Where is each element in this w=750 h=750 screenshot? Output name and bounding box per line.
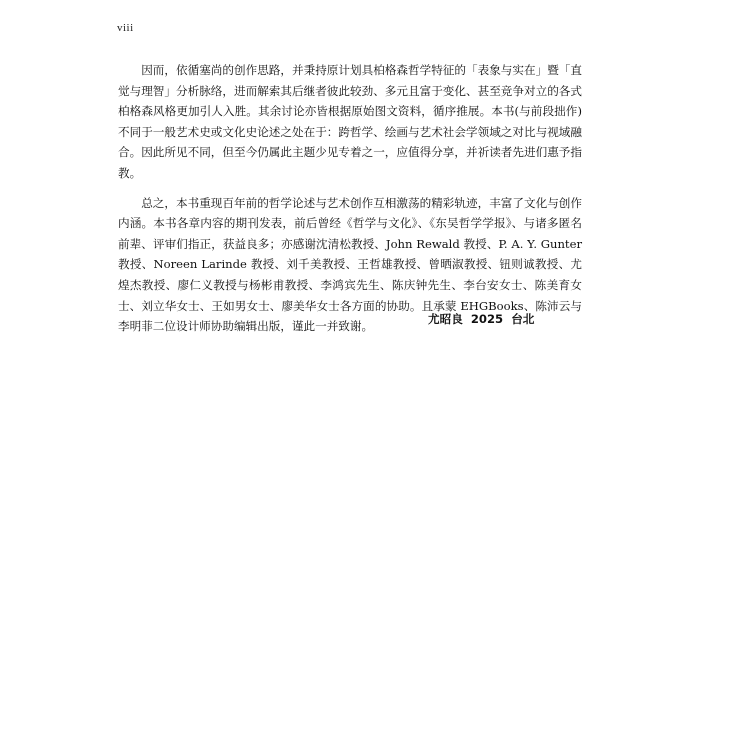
author-signature: 尤昭良 2025 台北 bbox=[428, 312, 535, 326]
paragraph-1: 因而，依循塞尚的创作思路，并秉持原计划具柏格森哲学特征的「表象与实在」暨「直觉与理智」分析脉络，进而解索其后继者彼此较劲、多元且富于变化、甚至竞争对立的各式柏格森风格更加引人入胜。其余讨论亦皆根据原始图文资料，循序推展。本书(与前段拙作)不同于一般艺术史或文化史论述之处在于：跨哲学、绘画与艺术社会学领域之对比与视域融合。因此所见不同，但至今仍属此主题少见专着之一，应值得分享，并祈读者先进们惠予指教。 bbox=[118, 63, 582, 180]
paragraph-2: 总之，本书重现百年前的哲学论述与艺术创作互相激荡的精彩轨迹，丰富了文化与创作内涵。本书各章内容的期刊发表，前后曾经《哲学与文化》、《东吴哲学学报》、与诸多匿名前辈、评审们指正，获益良多；亦感谢沈清松教授、John Rewald 教授、P. A. Y. Gunter 教授、Noreen Larinde 教授、刘千美教授、王哲雄教授、曾晒淑教授、钮则诚教授、尤煌杰教授、廖仁义教授与杨彬甫教授、李鸿宾先生、陈庆钟先生、李台安女士、陈美育女士、刘立华女士、王如男女士、廖美华女士各方面的协助。且承蒙 EHGBooks、陈沛云与李明菲二位设计师协助编辑出版，谨此一并致谢。 bbox=[118, 195, 582, 334]
body-text bbox=[118, 60, 582, 337]
page-number: viii bbox=[117, 22, 134, 34]
